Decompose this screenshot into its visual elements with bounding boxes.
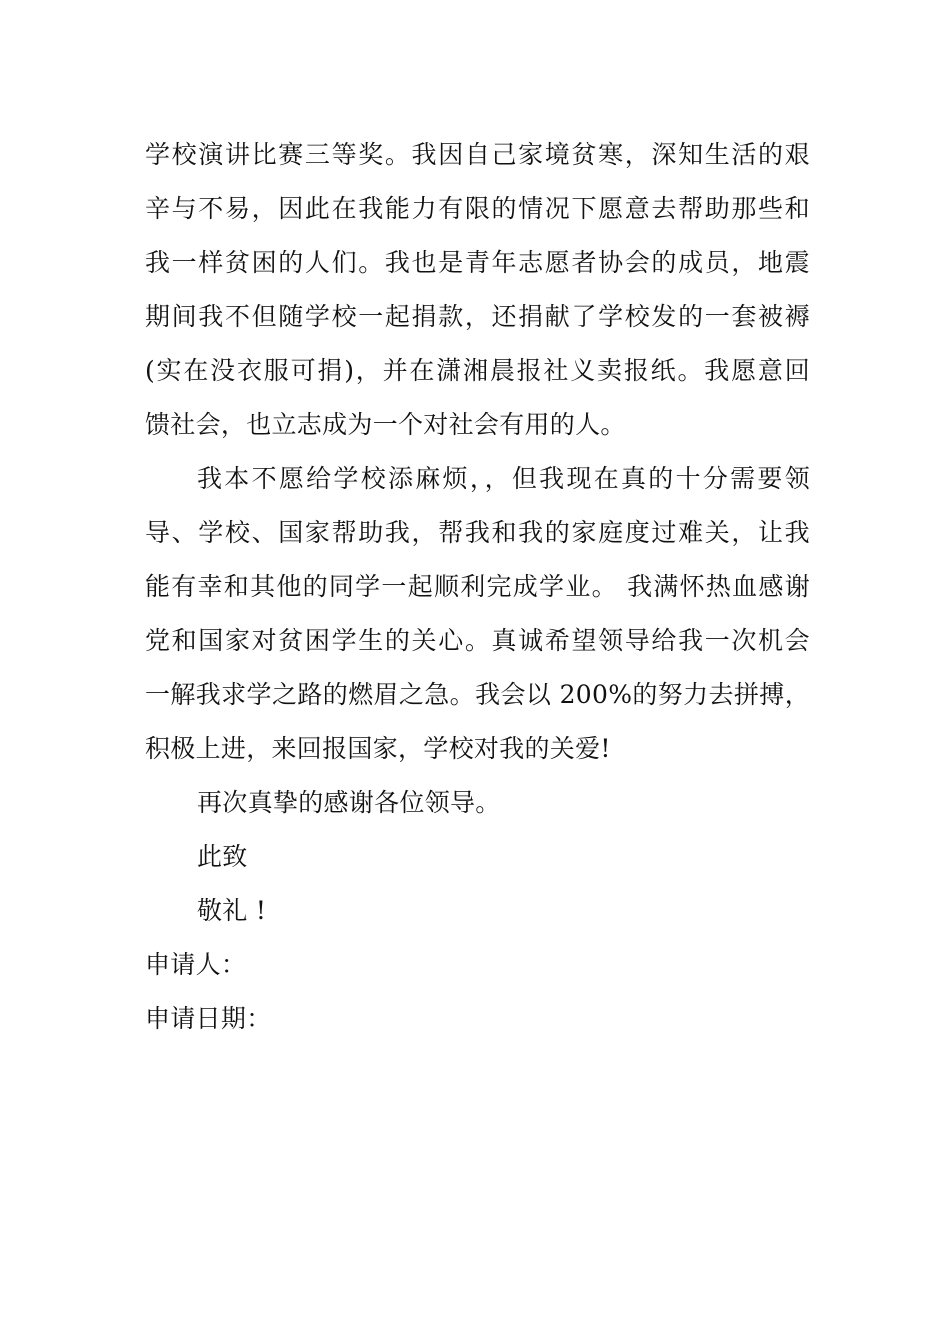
paragraph-1-line: (实在没衣服可捐)，并在潇湘晨报社义卖报纸。我愿意回	[145, 356, 810, 385]
paragraph-2-line: 党和国家对贫困学生的关心。真诚希望领导给我一次机会	[145, 626, 810, 655]
paragraph-2-line: 积极上进，来回报国家，学校对我的关爱!	[145, 734, 611, 763]
applicant-label: 申请人：	[145, 950, 247, 979]
paragraph-1-line: 馈社会，也立志成为一个对社会有用的人。	[145, 410, 626, 439]
paragraph-2-line: 能有幸和其他的同学一起顺利完成学业。 我满怀热血感谢	[145, 572, 810, 601]
closing-regards: 敬礼 !	[197, 896, 267, 925]
paragraph-2-line: 我本不愿给学校添麻烦，，但我现在真的十分需要领	[197, 464, 810, 493]
letter-body	[145, 128, 810, 1046]
paragraph-2-line: 导、学校、国家帮助我，帮我和我的家庭度过难关，让我	[145, 518, 810, 547]
application-date-label: 申请日期：	[145, 1004, 272, 1033]
closing-salutation: 此致	[197, 842, 248, 871]
paragraph-1-line: 辛与不易，因此在我能力有限的情况下愿意去帮助那些和	[145, 194, 810, 223]
paragraph-2-line: 一解我求学之路的燃眉之急。我会以 200%的努力去拼搏，	[145, 680, 810, 709]
paragraph-1-line: 学校演讲比赛三等奖。我因自己家境贫寒，深知生活的艰	[145, 140, 810, 169]
paragraph-1-line: 我一样贫困的人们。我也是青年志愿者协会的成员，地震	[145, 248, 810, 277]
paragraph-1-line: 期间我不但随学校一起捐款，还捐献了学校发的一套被褥	[145, 302, 810, 331]
closing-thanks: 再次真挚的感谢各位领导。	[197, 788, 501, 817]
